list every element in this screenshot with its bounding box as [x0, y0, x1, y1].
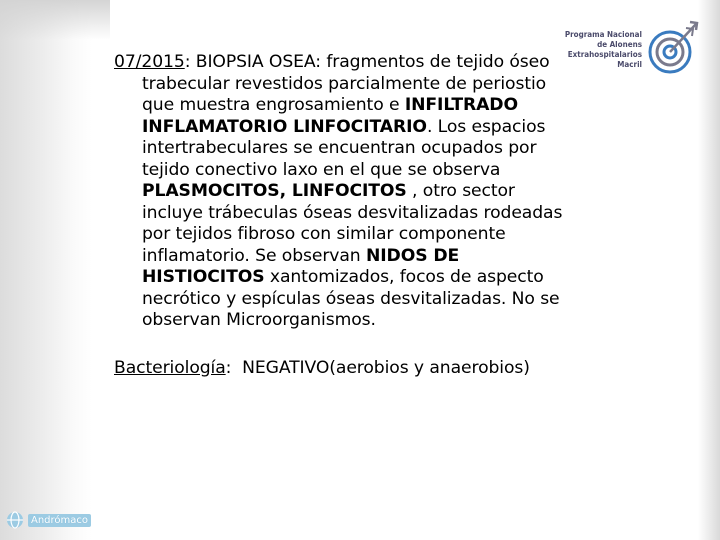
report-text-4: xantomizados, focos de aspecto necrótico y espículas óseas desvitalizadas. No se observan Microorganismos.: [142, 267, 560, 330]
logo-line-4: Macril: [617, 60, 642, 69]
program-logo: [562, 18, 712, 88]
target-arrow-icon: [644, 18, 704, 78]
globe-icon: [6, 511, 24, 529]
bacteriology-value: NEGATIVO(aerobios y anaerobios): [242, 357, 530, 378]
date-separator: :: [184, 52, 196, 72]
finding-infiltrado: INFILTRADO INFLAMATORIO LINFOCITARIO: [142, 95, 518, 137]
logo-line-1: Programa Nacional: [564, 30, 642, 39]
report-text-2: . Los espacios intertrabeculares se encuentran ocupados por tejido conectivo laxo en el que se observa: [142, 116, 546, 180]
finding-nidos: NIDOS DE HISTIOCITOS: [142, 245, 460, 287]
footer-brand-text: Andrómaco: [28, 514, 91, 527]
logo-line-3: Extrahospitalarios: [567, 50, 642, 59]
biopsy-entry: [114, 52, 576, 332]
andromaco-logo: [6, 507, 96, 533]
report-date: 07/2015: [114, 52, 185, 72]
bacteriology-label: Bacteriología: [114, 357, 226, 378]
report-content: [114, 52, 576, 379]
report-text-3: , otro sector incluye trábeculas óseas desvitalizadas rodeadas por tejidos fibroso con similar componente inflamatorio. Se observan: [142, 181, 563, 266]
corner-shadow: [0, 0, 110, 40]
finding-plasmocitos: PLASMOCITOS, LINFOCITOS: [142, 181, 407, 201]
left-decorative-band: [0, 0, 92, 540]
logo-line-2: de Alonens: [597, 40, 642, 49]
bacteriology-line: [114, 358, 576, 380]
report-text-1: BIOPSIA OSEA: fragmentos de tejido óseo trabecular revestidos parcialmente de periostio que muestra engrosamiento e: [142, 52, 550, 115]
bacteriology-separator: :: [225, 357, 243, 378]
